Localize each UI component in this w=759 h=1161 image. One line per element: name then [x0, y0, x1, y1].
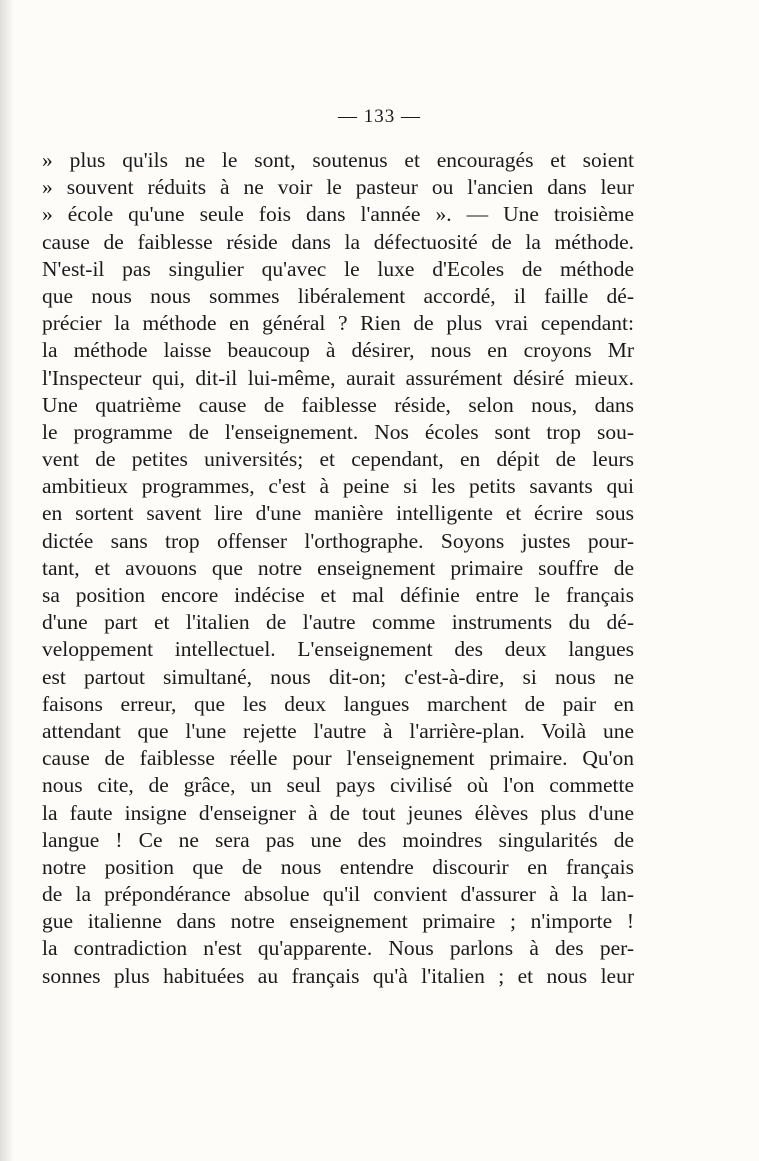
text-line: la faute insigne d'enseigner à de tout jeunes élèves plus d'une — [42, 800, 634, 825]
text-line: est partout simultané, nous dit-on; c'est-à-dire, si nous ne — [42, 664, 634, 689]
text-line: sonnes plus habituées au français qu'à l'italien ; et nous leur — [42, 963, 634, 988]
text-line: de la prépondérance absolue qu'il convient d'assurer à la lan- — [42, 882, 634, 907]
text-line: faisons erreur, que les deux langues marchent de pair en — [42, 691, 634, 716]
text-line: gue italienne dans notre enseignement primaire ; n'importe ! — [42, 909, 634, 934]
text-line: Une quatrième cause de faiblesse réside, selon nous, dans — [42, 392, 634, 417]
text-line: le programme de l'enseignement. Nos écoles sont trop sou- — [42, 419, 634, 444]
text-line: vent de petites universités; et cependant, en dépit de leurs — [42, 447, 634, 472]
text-line: dictée sans trop offenser l'orthographe. Soyons justes pour- — [42, 528, 634, 553]
text-line: ambitieux programmes, c'est à peine si les petits savants qui — [42, 474, 634, 499]
text-line: cause de faiblesse réside dans la défectuosité de la méthode. — [42, 229, 634, 254]
text-line: en sortent savent lire d'une manière intelligente et écrire sous — [42, 501, 634, 526]
page-edge-shadow — [0, 0, 14, 1161]
text-line: la contradiction n'est qu'apparente. Nous parlons à des per- — [42, 936, 634, 961]
text-line: » plus qu'ils ne le sont, soutenus et encouragés et soient — [42, 148, 634, 172]
text-line: veloppement intellectuel. L'enseignement des deux langues — [42, 637, 634, 662]
text-line: que nous nous sommes libéralement accordé, il faille dé- — [42, 283, 634, 308]
text-line: » école qu'une seule fois dans l'année ». — Une troisième — [42, 202, 634, 227]
text-line: d'une part et l'italien de l'autre comme instruments du dé- — [42, 610, 634, 635]
text-line: N'est-il pas singulier qu'avec le luxe d'Ecoles de méthode — [42, 256, 634, 281]
text-line: attendant que l'une rejette l'autre à l'arrière-plan. Voilà une — [42, 718, 634, 743]
text-line: langue ! Ce ne sera pas une des moindres singularités de — [42, 827, 634, 852]
text-line: l'Inspecteur qui, dit-il lui-même, aurait assurément désiré mieux. — [42, 365, 634, 390]
text-line: notre position que de nous entendre discourir en français — [42, 854, 634, 879]
text-line: cause de faiblesse réelle pour l'enseignement primaire. Qu'on — [42, 746, 634, 771]
text-line: » souvent réduits à ne voir le pasteur ou l'ancien dans leur — [42, 175, 634, 200]
page-number: — 133 — — [338, 106, 421, 127]
text-line: précier la méthode en général ? Rien de plus vrai cependant: — [42, 311, 634, 336]
text-line: sa position encore indécise et mal définie entre le français — [42, 583, 634, 607]
text-line: tant, et avouons que notre enseignement primaire souffre de — [42, 555, 634, 580]
body-text — [42, 147, 634, 990]
text-line: nous cite, de grâce, un seul pays civilisé où l'on commette — [42, 773, 634, 798]
text-line: la méthode laisse beaucoup à désirer, nous en croyons Mr — [42, 338, 634, 363]
